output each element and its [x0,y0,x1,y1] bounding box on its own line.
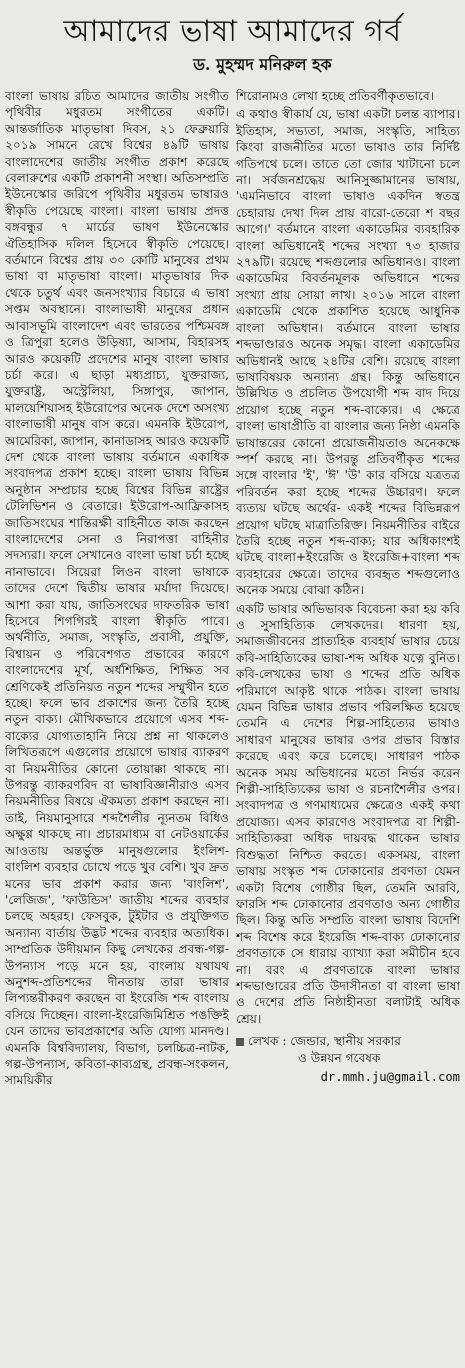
paragraph: এ কথাও স্বীকার্য যে, ভাষা একটা চলন্ত ব্যাপার। ইতিহাস, সভ্যতা, সমাজ, সংস্কৃতি, সাহিত্য কিংবা রাজনীতির মতো ভাষাও তার নির্দিষ্ট গতিপথে চলে। তাতে তো জোর খাটানো চলে না। সর্বজনশ্রদ্ধেয় আনিসুজ্জামানের ভাষায়, 'এমনিভাবে বাংলা ভাষাও একদিন স্বতন্ত্র চেহারায় দেখা দিল প্রায় বারো-তেরো শ বছর আগে।' বর্তমানে বাংলা একাডেমির ব্যবহারিক বাংলা অভিধানেই শব্দের সংখ্যা ৭৩ হাজার ২৭৯টি। রয়েছে শব্দগুলোর অভিধানও। বাংলা একাডেমির বিবর্তনমূলক অভিধানে শব্দের সংখ্যা প্রায় সোয়া লাখ। ২০১৬ সালে বাংলা একাডেমি থেকে প্রকাশিত হয়েছে আধুনিক বাংলা অভিধান। বর্তমানে বাংলা ভাষার শব্দভাণ্ডারও অনেক সমৃদ্ধ। বাংলা একাডেমির অভিধানই আছে ২৪টির বেশি। রয়েছে বাংলা ভাষাবিষয়ক অন্যান্য গ্রন্থ। কিন্তু অভিধানে উল্লিখিত ও প্রচলিত উপযোগী শব্দ বাদ দিয়ে প্রয়োগ হচ্ছে নতুন শব্দ-বাক্যের। এ ক্ষেত্রে বাংলা ভাষাপ্রীতি বা বাংলার জন্য নিষ্ঠা এমনকি ভাষান্তরের কোনো প্রয়োজনীয়তাও অনেকক্ষে স্পর্শ করছে না। উপরন্তু প্রতিবর্ণীকৃত শব্দের সঙ্গে বাংলার 'ই', 'ঈ' 'উ' কার বসিয়ে যত্রতত্র পরিবর্তন করা হচ্ছে শব্দের উচ্চারণ। ফলে ব্যত্যয় ঘটছে অর্থের- একই শব্দের বিভিন্নরূপ প্রয়োগ ঘটছে মাত্রাতিরিক্ত। নিয়মনীতির বাইরে তৈরি হচ্ছে নতুন শব্দ-বাক্য; যার অধিকাংশই ঘটছে বাংলা+ইংরেজি ও ইংরেজি+বাংলা শব্দ ব্যবহারের ক্ষেত্রে। তাদের ব্যবহৃত শব্দগুলোও অনেক সময়ে বোঝা কঠিন। [236,107,460,598]
column-left [5,88,229,1353]
headline: আমাদের ভাষা আমাদের গর্ব [63,14,402,49]
paragraph: শিরোনামও লেখা হচ্ছে প্রতিবর্ণীকৃতভাবে। [236,89,435,103]
author-email: dr.mmh.ju@gmail.com [320,1069,460,1084]
paragraph: বাংলা ভাষায় রচিত আমাদের জাতীয় সংগীত পৃথিবীর মধুরতম সংগীতের একটি। আন্তর্জাতিক মাতৃভাষা দিবস, ২১ ফেব্রুয়ারি ২০১৯ সামনে রেখে বিশ্বের ৪৯টি ভাষায় বাংলাদেশের জাতীয় সংগীত প্রকাশ করেছে বেলারুশের একটি প্রকাশনী সংস্থা। অতিসম্প্রতি ইউনেস্কোর জরিপে পৃথিবীর মধুরতম ভাষারও স্বীকৃতি পেয়েছে বাংলা। বাংলা ভাষায় প্রদত্ত বঙ্গবন্ধুর ৭ মার্চের ভাষণ ইউনেস্কোর ঐতিহাসিক দলিল হিসেবে স্বীকৃতি পেয়েছে। বর্তমানে বিশ্বের প্রায় ৩০ কোটি মানুষের প্রথম ভাষা বা মাতৃভাষা বাংলা। মাতৃভাষার দিক থেকে চতুর্থ এবং জনসংখ্যার বিচারে এ ভাষা সপ্তম অবস্থানে। বাংলাভাষী মানুষের প্রধান আবাসভূমি বাংলাদেশ এবং ভারতের পশ্চিমবঙ্গ ও ত্রিপুরা হলেও উড়িষ্যা, আসাম, বিহারসহ আরও কয়েকটি প্রদেশের মানুষ বাংলা ভাষার চর্চা করে। এ ছাড়া মধ্যপ্রাচ্য, যুক্তরাজ্য, যুক্তরাষ্ট্র, অস্ট্রেলিয়া, সিঙ্গাপুর, জাপান, মালয়েশিয়াসহ ইউরোপের অনেক দেশে অসংখ্য বাংলাভাষী মানুষ বাস করে। এমনকি ইউরোপ, আমেরিকা, জাপান, কানাডাসহ আরও কয়েকটি দেশ থেকে বাংলা ভাষায় বর্তমানে একাধিক সংবাদপত্র প্রকাশ হচ্ছে। বাংলা ভাষায় বিভিন্ন অনুষ্ঠান সম্প্রচার হচ্ছে বিশ্বের বিভিন্ন রাষ্ট্রের টেলিভিশন ও বেতারে। ইউরোপ-আফ্রিকাসহ জাতিসংঘের শান্তিরক্ষী বাহিনীতে কাজ করছেন বাংলাদেশের সেনা ও নিরাপত্তা বাহিনীর সদস্যরা। ফলে সেখানেও বাংলা ভাষা চর্চা হচ্ছে নানাভাবে। সিয়েরা লিওন বাংলা ভাষাকে তাদের দেশে দ্বিতীয় ভাষার মর্যাদা দিয়েছে। আশা করা যায়, জাতিসংঘের দাফতরিক ভাষা হিসেবে শিগগিরই বাংলা স্বীকৃতি পাবে। অর্থনীতি, সমাজ, সংস্কৃতি, প্রবাসী, প্রযুক্তি, বিশ্বায়ন ও পরিবেশগত প্রভাবের কারণে বাংলাদেশের মূর্খ, অর্ধশিক্ষিত, শিক্ষিত সব শ্রেণিকেই প্রতিনিয়ত নতুন শব্দের সম্মুখীন হতে হচ্ছে। ফলে ভাব প্রকাশের জন্য তৈরি হচ্ছে নতুন বাক্য। মৌখিকভাবে প্রয়োগে এসব শব্দ-বাক্যের যোগ্যতাহানি নিয়ে প্রশ্ন না থাকলেও লিখিতরূপে এগুলোর প্রয়োগে ভাষার ব্যাকরণ বা নিয়মনীতির কোনো তোয়াক্কা থাকছে না। উপরন্তু ব্যাকরণবিদ বা ভাষাবিজ্ঞানীরাও এসব নিয়মনীতির বিষয়ে ঐকমত্য প্রকাশ করছেন না। তাই, নিয়মানুসারে শব্দশৈলীর ন্যূনতম বিধিও অক্ষুণ্ণ থাকছে না। প্রচারমাধ্যম বা নেটওয়ার্কের আওতায় অন্তর্ভুক্ত মানুষগুলোর ইংলিশ-বাংলিশ ব্যবহার চোখে পড়ে খুব বেশি। খুব দ্রুত মনের ভাব প্রকাশ করার জন্য 'বাংলিশ', 'লেজিজ', 'ফাউন্ডিস' জাতীয় শব্দের ব্যবহার চলছে অহরহ। ফেসবুক, টুইটার ও প্রযুক্তিগত অন্যান্য বার্তায় উদ্ভট শব্দের ব্যবহার অত্যধিক। সাম্প্রতিক উদীয়মান কিছু লেখকের প্রবন্ধ-গল্প-উপন্যাস পড়ে মনে হয়, বাংলায় যথাযথ অনুশব্দ-প্রতিশব্দের দীনতায় তারা ভাষার লিপ্যন্তরীকরণ করছেন বা ইংরেজি শব্দ বাংলায় বসিয়ে দিচ্ছেন। বাংলা-ইংরেজিমিশ্রিত পঙক্তিই যেন তাদের ভাবপ্রকাশের অতি যোগ্য মানদণ্ড। এমনকি বিশ্ববিদ্যালয়, বিভাগ, চলচ্চিত্র-নাটক, গল্প-উপন্যাস, কবিতা-কাব্যগ্রন্থ, প্রবন্ধ-সংকলন, সাময়িকীর [5,89,229,1088]
byline-line1: লেখক : জেন্ডার, স্থানীয় সরকার [248,1034,401,1049]
paragraph: একটি ভাষার অভিভাবক বিবেচনা করা হয় কবি ও সুসাহিত্যিক লেখকদের। ধারণা হয়, সমাজজীবনের প্রাত্যহিক ব্যবহার্য ভাষার চেয়ে কবি-সাহিত্যিকের ভাষা-শব্দ অধিক যত্নে বুনিত। কবি-লেখকের ভাষা ও শব্দের প্রতি অধিক পরিমাণে আকৃষ্ট থাকে পাঠক। বাংলা ভাষায় যেমন বিভিন্ন ভাষার প্রভাব পরিলক্ষিত হয়েছে তেমনি এ দেশের শিল্প-সাহিত্যের ভাষাও সাধারণ মানুষের ভাষার ওপর প্রভাব বিস্তার করেছে এবং করে চলেছে। সাধারণ পাঠক অনেক সময় অভিধানের মতো নির্ভর করেন শিল্পী-সাহিত্যিকের ভাষা ও রচনাশৈলীর ওপর। সংবাদপত্র ও গণমাধ্যমের ক্ষেত্রেও একই কথা প্রযোজ্য। এসব কারণেও সংবাদপত্র বা শিল্পী-সাহিত্যিকরা অধিক দায়বদ্ধ থাকেন ভাষার বিশুদ্ধতা নিশ্চিত করতে। একসময়, বাংলা ভাষায় সংস্কৃত শব্দ ঢোকানোর প্রবণতা যেমন একটা বিশেষ গোষ্ঠীর ছিল, তেমনি আরবি, ফারসি শব্দ ঢোকানোর প্রবণতাও অন্য গোষ্ঠীর ছিল। কিন্তু অতি সম্প্রতি বাংলা ভাষায় বিদেশি শব্দ বিশেষ করে ইংরেজি শব্দ-বাক্য ঢোকানোর প্রবণতাকে সে ধারায় ব্যাখ্যা করা সমীচীন হবে না। বরং এ প্রবণতাকে বাংলা ভাষার শব্দভাণ্ডারের প্রতি উদাসীনতা বা বাংলা ভাষা ও দেশের প্রতি নিষ্ঠাহীনতা বলাটাই অধিক শ্রেয়। [236,601,460,1026]
author-byline [236,1033,460,1066]
byline-line2: ও উন্নয়ন গবেষক [298,1050,381,1065]
square-bullet-icon [236,1038,244,1046]
article-body [5,88,460,1353]
author-name: ড. মুহম্মদ মনিরুল হক [193,55,332,74]
column-right [236,88,460,1353]
